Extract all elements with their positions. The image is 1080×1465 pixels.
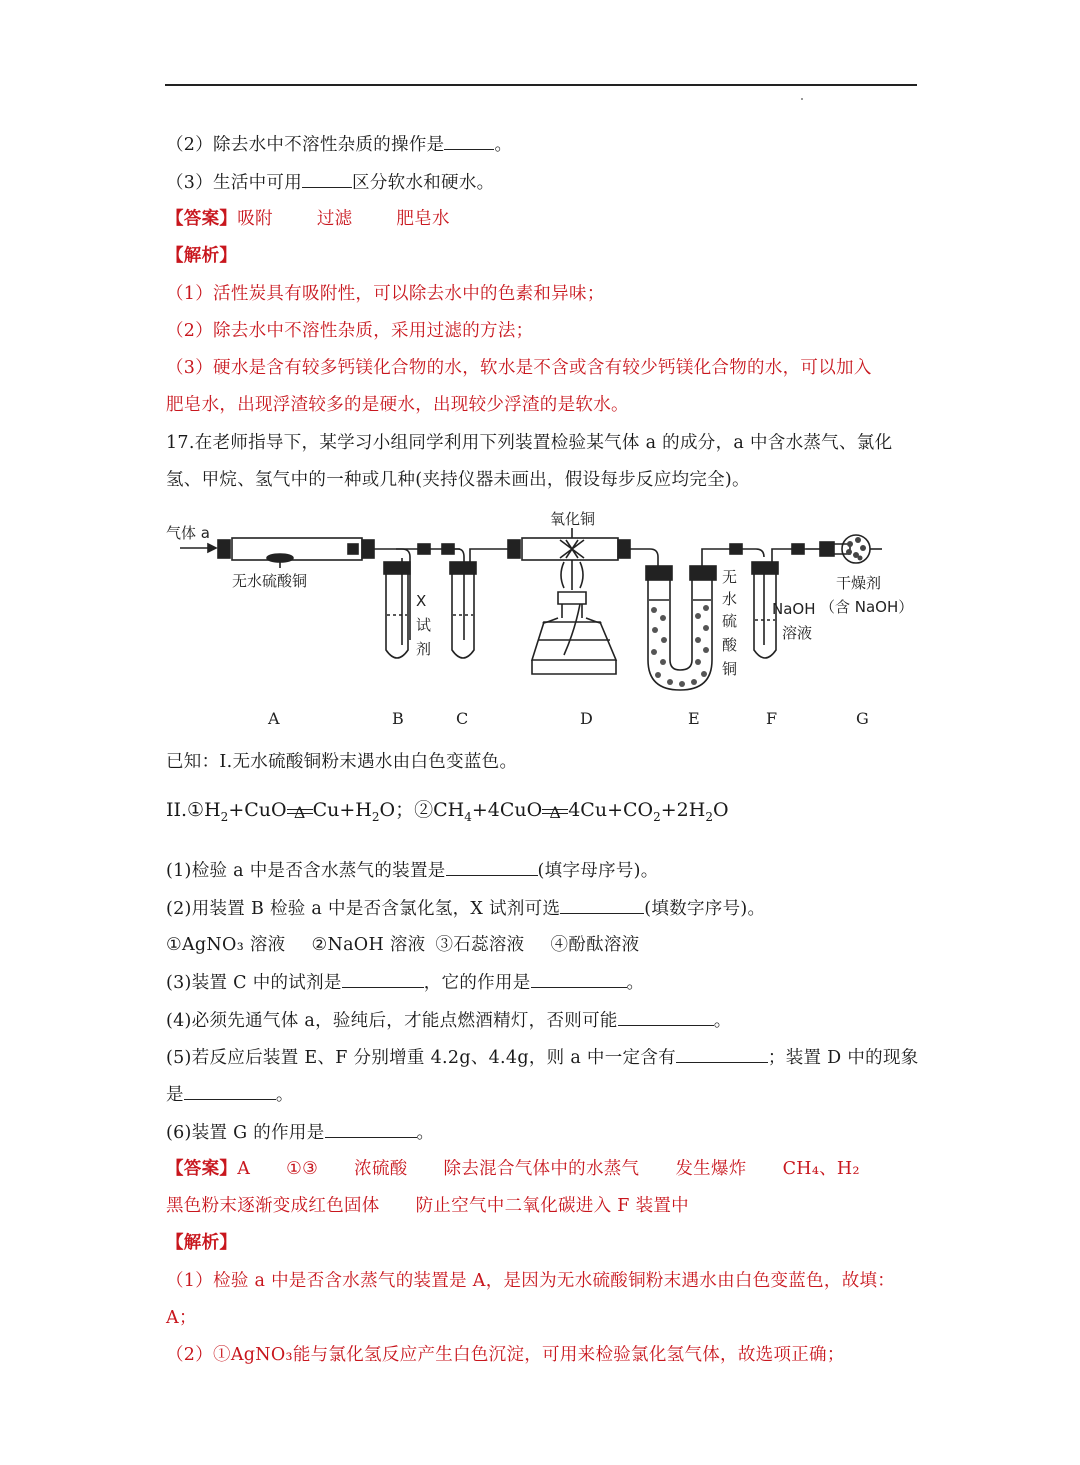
known-2-prefix: II.① (166, 799, 205, 821)
e-label-1: 无 (722, 568, 738, 586)
x-label: X (416, 592, 427, 610)
answer-item: CH₄、H₂ (782, 1159, 860, 1179)
q17-sub-4: (4)必须先通气体 a，验纯后，才能点燃酒精灯，否则可能 。 (166, 1008, 732, 1033)
apparatus-c (450, 549, 508, 658)
label-g: G (856, 709, 869, 728)
q17-sub-5b: 是 。 (166, 1082, 294, 1107)
cuo-label: 氧化铜 (550, 510, 596, 528)
apparatus-diagram (160, 500, 920, 735)
q17-blank-5b[interactable] (184, 1082, 276, 1100)
analysis-tag: 【解析】 (166, 1233, 238, 1253)
option-3: ③石蕊溶液 (435, 935, 525, 955)
q17-known-2: $II.①H_2+CuO$ Δ $Cu+H_2O$；$②CH_4+4CuO$ Δ $4Cu+CO_2+2H_2O$ (166, 799, 729, 824)
q17-stem-1: 17.在老师指导下，某学习小组同学利用下列装置检验某气体 a 的成分，a 中含水蒸气、氯化 (166, 433, 893, 453)
q16-analysis-3: （3）硬水是含有较多钙镁化合物的水，软水是不含或含有较少钙镁化合物的水，可以加入 (166, 358, 872, 378)
answer-item: 肥皂水 (396, 209, 450, 229)
label-f: F (766, 709, 778, 728)
q16-blank-2[interactable] (444, 132, 494, 150)
q17-sub-5: (5)若反应后装置 E、F 分别增重 4.2g、4.4g，则 a 中一定含有 ；装置 D 中的现象 (166, 1045, 919, 1070)
answer-item: 除去混合气体中的水蒸气 (443, 1159, 640, 1179)
label-a: A (268, 709, 280, 728)
desiccant-label: 干燥剂 (836, 574, 882, 592)
answer-item: 吸附 (237, 209, 273, 229)
q17-analysis-3: （2）①AgNO₃能与氯化氢反应产生白色沉淀，可用来检验氯化氢气体，故选项正确； (166, 1345, 845, 1365)
q16-line2-text: （2）除去水中不溶性杂质的操作是 (166, 135, 445, 155)
option-4: ④酚酞溶液 (550, 935, 640, 955)
e-label-2: 水 (722, 590, 738, 608)
desiccant-label-2: （含 NaOH） (820, 598, 914, 616)
q17-sub-3: (3)装置 C 中的试剂是 ，它的作用是 。 (166, 970, 644, 995)
q17-blank-5a[interactable] (676, 1045, 768, 1063)
e-label-3: 硫 (722, 612, 738, 630)
answer-item: 浓硫酸 (354, 1159, 408, 1179)
gas-label: 气体 a (166, 524, 210, 542)
q17-blank-3a[interactable] (342, 970, 424, 988)
q16-analysis-2: （2）除去水中不溶性杂质，采用过滤的方法； (166, 321, 534, 341)
q17-blank-1[interactable] (446, 858, 538, 876)
q16-line3 (166, 170, 494, 195)
q16-line3-end: 区分软水和硬水。 (352, 173, 495, 193)
label-d: D (580, 709, 593, 728)
answer-item: ①③ (286, 1159, 319, 1179)
q16-analysis-1: （1）活性炭具有吸附性，可以除去水中的色素和异味； (166, 284, 605, 304)
q17-analysis-1: （1）检验 a 中是否含水蒸气的装置是 A，是因为无水硫酸铜粉末遇水由白色变蓝色，故填： (166, 1271, 896, 1291)
q17-analysis-2: A； (166, 1308, 197, 1328)
header-dot (801, 98, 803, 100)
q16-analysis-tag (166, 244, 237, 268)
option-1: ①AgNO₃ 溶液 (166, 935, 286, 955)
answer-item: 黑色粉末逐渐变成红色固体 (166, 1196, 380, 1216)
q17-sub-1: (1)检验 a 中是否含水蒸气的装置是 (填字母序号)。 (166, 858, 659, 883)
q17-blank-2[interactable] (560, 896, 644, 914)
answer-item: A (237, 1159, 251, 1179)
naoh-label-2: 溶液 (782, 624, 813, 642)
apparatus-d (508, 538, 630, 674)
q17-blank-4[interactable] (618, 1008, 714, 1026)
answer-item: 防止空气中二氧化碳进入 F 装置中 (415, 1196, 689, 1216)
analysis-tag: 【解析】 (166, 246, 238, 266)
q17-stem-2: 氢、甲烷、氢气中的一种或几种(夹持仪器未画出，假设每步反应均完全)。 (166, 470, 750, 490)
x-label-3: 剂 (416, 640, 432, 658)
heat-equals-icon: Δ (287, 815, 313, 816)
e-label-4: 酸 (722, 636, 738, 654)
q17-answer-1 (166, 1157, 860, 1181)
q17-answer-2 (166, 1194, 689, 1218)
q16-line2 (166, 132, 512, 157)
x-label-2: 试 (416, 616, 432, 634)
q16-line2-end: 。 (494, 135, 513, 155)
naoh-label: NaOH (772, 600, 816, 618)
answer-tag: 【答案】 (166, 1159, 238, 1179)
q17-analysis-tag (166, 1231, 237, 1255)
q17-sub-2: (2)用装置 B 检验 a 中是否含氯化氢，X 试剂可选 (填数字序号)。 (166, 896, 765, 921)
label-c: C (456, 709, 469, 728)
q16-analysis-4: 肥皂水，出现浮渣较多的是硬水，出现较少浮渣的是软水。 (166, 395, 629, 415)
answer-item: 过滤 (316, 209, 353, 229)
e-label-5: 铜 (722, 660, 738, 678)
apparatus-g (806, 535, 882, 563)
header-rule (165, 84, 917, 86)
answer-tag: 【答案】 (166, 209, 238, 229)
q17-blank-6[interactable] (325, 1120, 417, 1138)
q16-line3-text: （3）生活中可用 (166, 173, 303, 193)
label-e: E (688, 709, 700, 728)
label-b: B (392, 709, 404, 728)
q17-sub-6: (6)装置 G 的作用是 。 (166, 1120, 434, 1145)
q16-blank-3[interactable] (302, 170, 352, 188)
heat-equals-icon: Δ (542, 815, 568, 816)
known-2-sep: ；② (395, 799, 434, 821)
answer-item: 发生爆炸 (675, 1159, 747, 1179)
q17-known-1: 已知：I.无水硫酸铜粉末遇水由白色变蓝色。 (166, 752, 518, 772)
q17-blank-3b[interactable] (531, 970, 627, 988)
q17-options (166, 933, 639, 957)
anhydrous-cuso4-label: 无水硫酸铜 (232, 572, 308, 590)
gas-inlet-arrow-icon (180, 544, 216, 552)
option-2: ②NaOH 溶液 (311, 935, 426, 955)
q16-answer (166, 207, 450, 231)
